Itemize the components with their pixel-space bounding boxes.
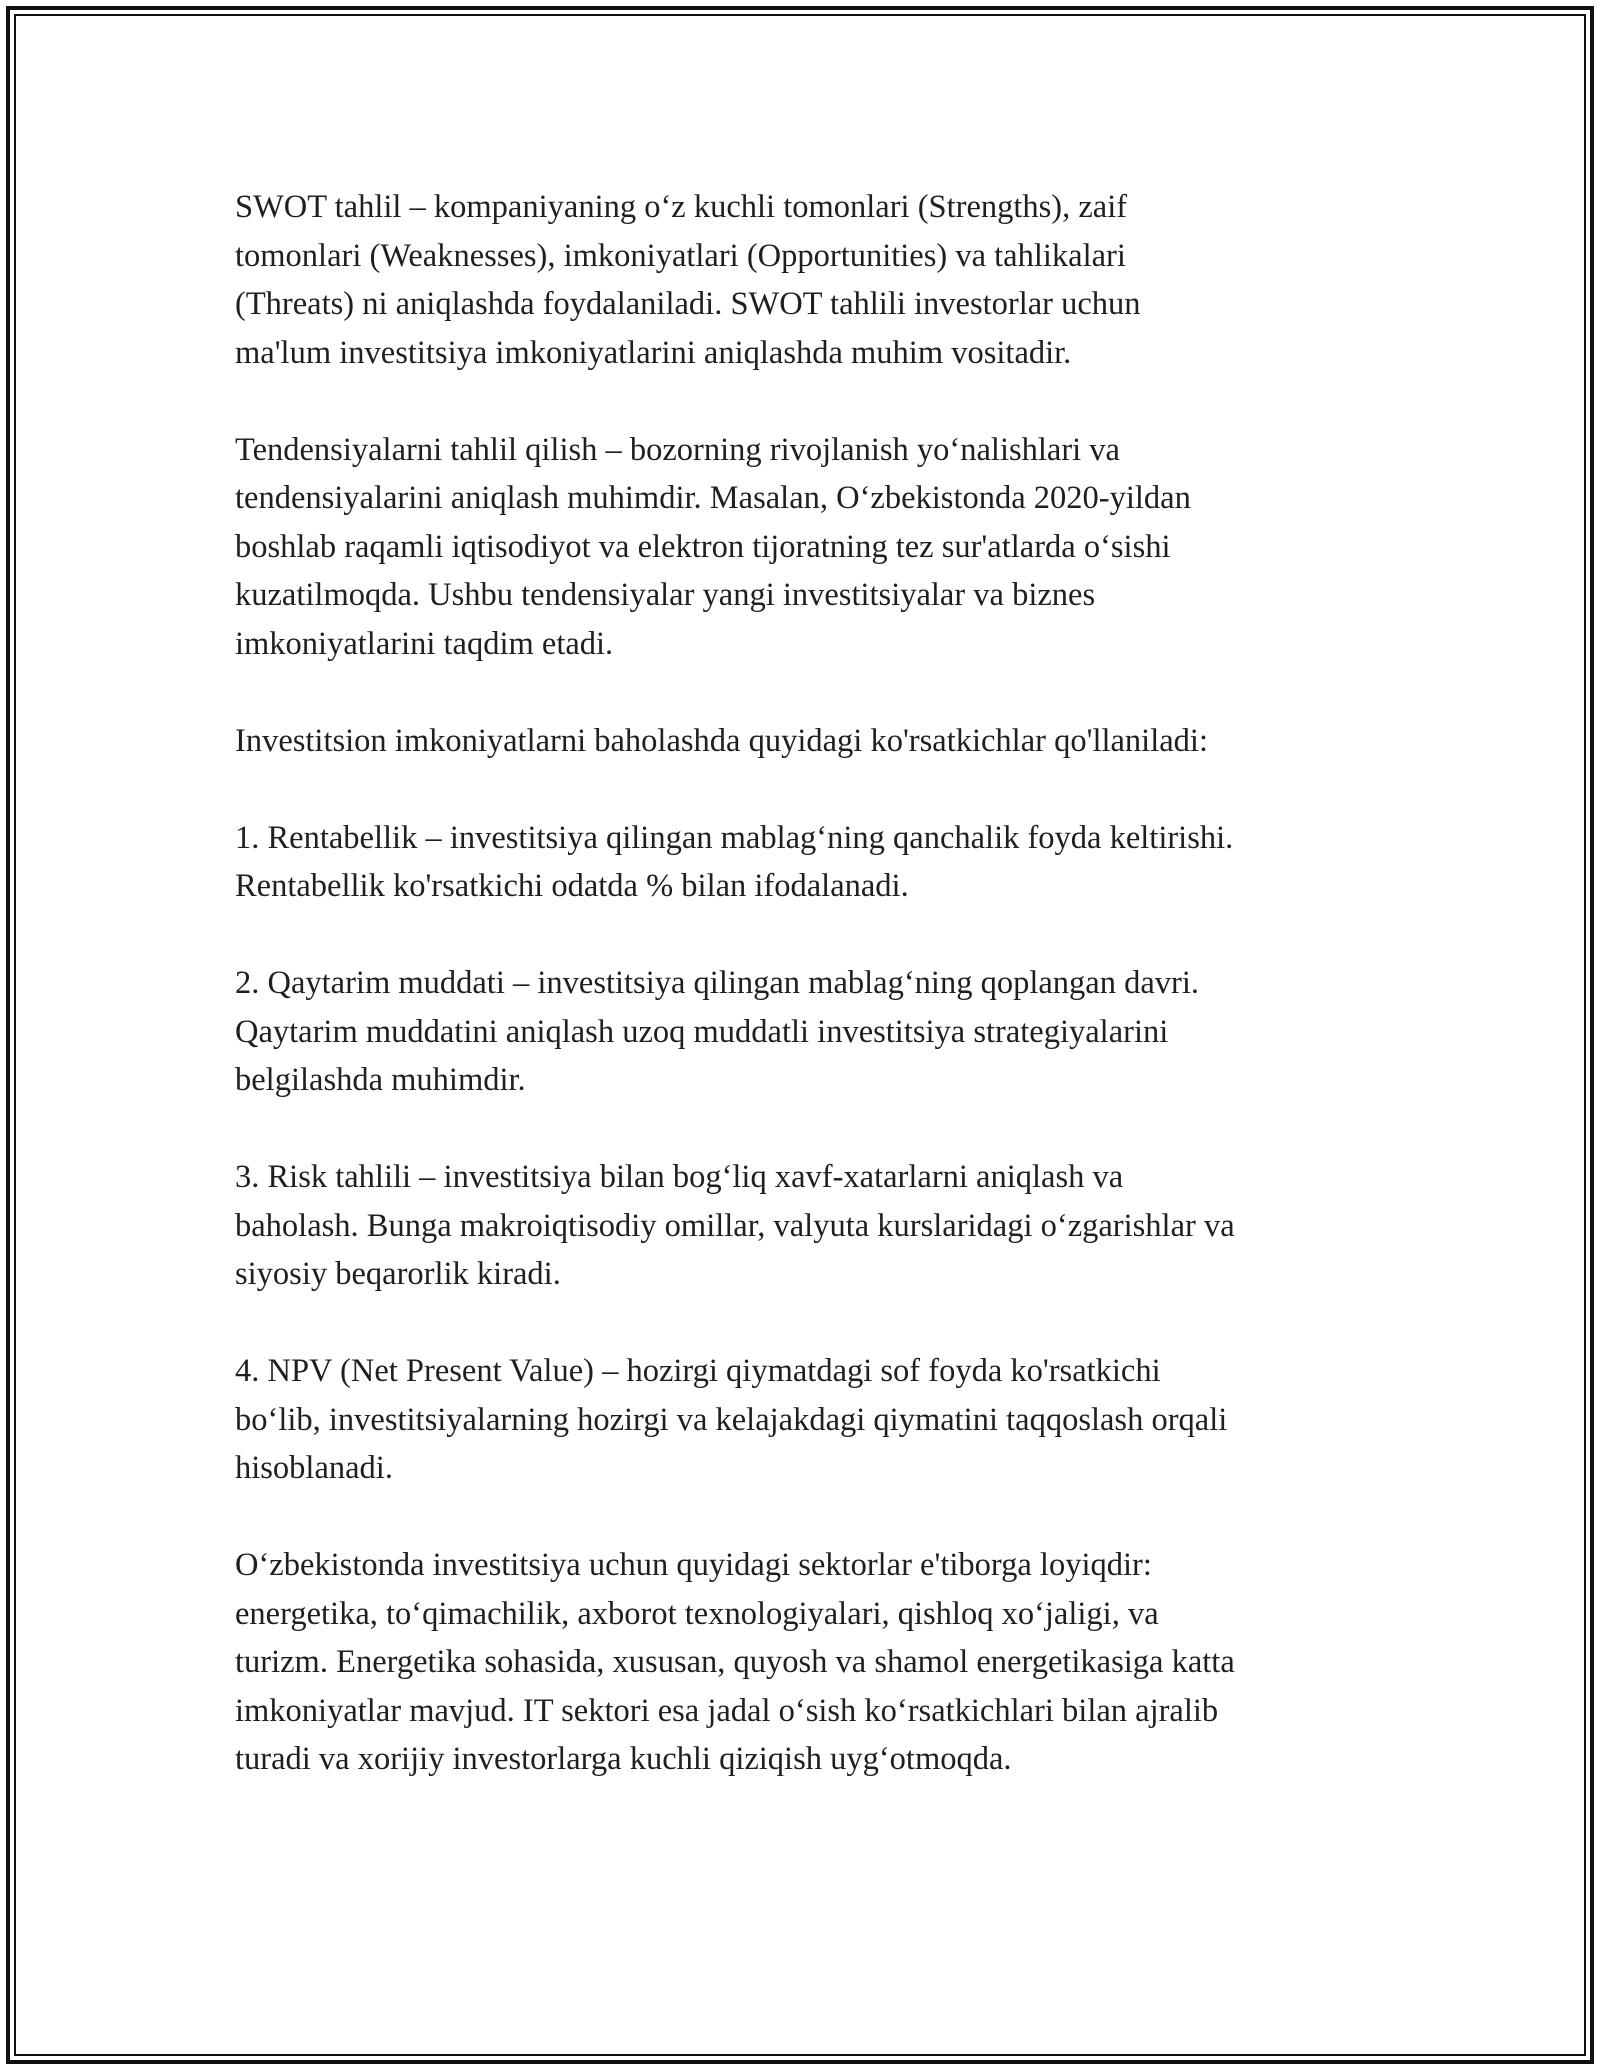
document-body: [235, 183, 1385, 1784]
list-item-npv: [235, 1347, 1385, 1493]
text-line: O‘zbekistonda investitsiya uchun quyidagi sektorlar e'tiborga loyiqdir:: [235, 1547, 1152, 1583]
paragraph-trends: [235, 426, 1385, 669]
text-line: 2. Qaytarim muddati – investitsiya qilingan mablag‘ning qoplangan davri.: [235, 965, 1199, 1001]
text-line: kuzatilmoqda. Ushbu tendensiyalar yangi investitsiyalar va biznes: [235, 577, 1096, 613]
text-line: belgilashda muhimdir.: [235, 1062, 526, 1098]
paragraph-swot: [235, 183, 1385, 377]
text-line: imkoniyatlar mavjud. IT sektori esa jadal o‘sish ko‘rsatkichlari bilan ajralib: [235, 1692, 1219, 1729]
text-line: tendensiyalarini aniqlash muhimdir. Masalan, O‘zbekistonda 2020-yildan: [235, 480, 1191, 516]
paragraph-indicators-intro: [235, 717, 1385, 766]
list-item-payback-period: [235, 959, 1385, 1105]
text-line: imkoniyatlarini taqdim etadi.: [235, 625, 614, 662]
text-line: turizm. Energetika sohasida, xususan, quyosh va shamol energetikasiga katta: [235, 1644, 1235, 1680]
text-line: 3. Risk tahlili – investitsiya bilan bog‘liq xavf-xatarlarni aniqlash va: [235, 1159, 1124, 1195]
text-line: Rentabellik ko'rsatkichi odatda % bilan ifodalanadi.: [235, 868, 909, 904]
text-line: hisoblanadi.: [235, 1450, 393, 1486]
text-line: Investitsion imkoniyatlarni baholashda quyidagi ko'rsatkichlar qo'llaniladi:: [235, 722, 1208, 759]
text-line: SWOT tahlil – kompaniyaning o‘z kuchli tomonlari (Strengths), zaif: [235, 189, 1128, 225]
text-line: bo‘lib, investitsiyalarning hozirgi va kelajakdagi qiymatini taqqoslash orqali: [235, 1401, 1228, 1438]
text-line: ma'lum investitsiya imkoniyatlarini aniqlashda muhim vositadir.: [235, 334, 1072, 371]
text-line: 1. Rentabellik – investitsiya qilingan mablag‘ning qanchalik foyda keltirishi.: [235, 819, 1234, 856]
text-line: turadi va xorijiy investorlarga kuchli qiziqish uyg‘otmoqda.: [235, 1741, 1012, 1777]
text-line: siyosiy beqarorlik kiradi.: [235, 1256, 561, 1292]
list-item-profitability: [235, 814, 1385, 911]
text-line: energetika, to‘qimachilik, axborot texnologiyalari, qishloq xo‘jaligi, va: [235, 1595, 1159, 1632]
text-line: tomonlari (Weaknesses), imkoniyatlari (Opportunities) va tahlikalari: [235, 237, 1126, 274]
text-line: Tendensiyalarni tahlil qilish – bozorning rivojlanish yo‘nalishlari va: [235, 431, 1120, 468]
text-line: 4. NPV (Net Present Value) – hozirgi qiymatdagi sof foyda ko'rsatkichi: [235, 1353, 1161, 1389]
list-item-risk-analysis: [235, 1153, 1385, 1299]
text-line: boshlab raqamli iqtisodiyot va elektron tijoratning tez sur'atlarda o‘sishi: [235, 528, 1171, 565]
text-line: Qaytarim muddatini aniqlash uzoq muddatli investitsiya strategiyalarini: [235, 1013, 1169, 1050]
paragraph-sectors: [235, 1541, 1385, 1784]
text-line: (Threats) ni aniqlashda foydalaniladi. SWOT tahlili investorlar uchun: [235, 286, 1141, 322]
text-line: baholash. Bunga makroiqtisodiy omillar, valyuta kurslaridagi o‘zgarishlar va: [235, 1207, 1235, 1244]
